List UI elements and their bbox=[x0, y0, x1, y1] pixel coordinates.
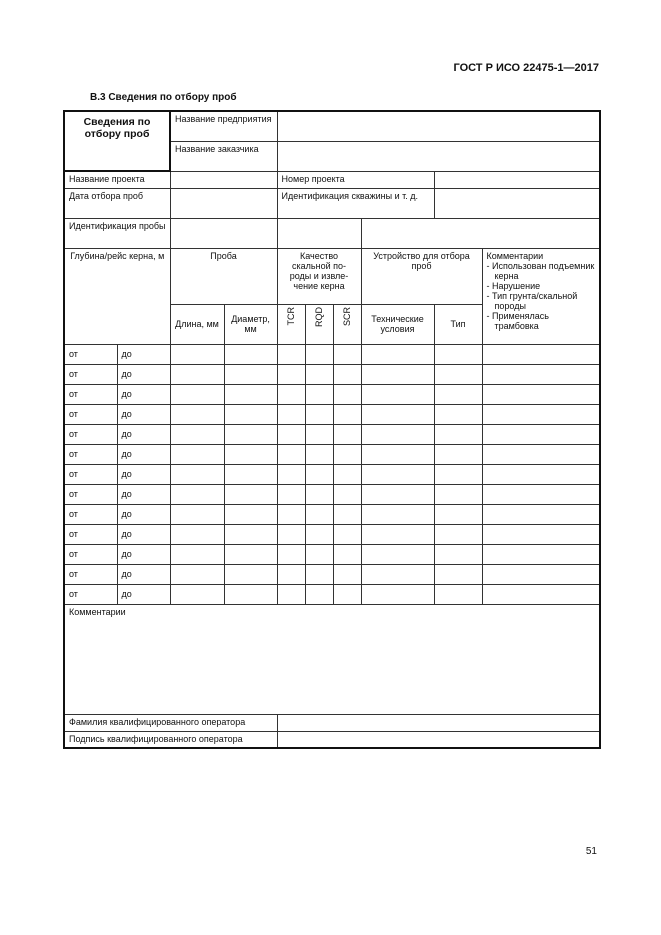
to-label: до bbox=[117, 384, 170, 404]
data-cell[interactable] bbox=[333, 344, 361, 364]
data-cell[interactable] bbox=[224, 444, 277, 464]
data-rows bbox=[64, 344, 600, 604]
comment-option: - Тип грунта/скальной породы bbox=[486, 290, 578, 311]
data-cell[interactable] bbox=[170, 484, 224, 504]
to-label: до bbox=[117, 524, 170, 544]
data-cell[interactable] bbox=[434, 424, 482, 444]
data-cell[interactable] bbox=[224, 344, 277, 364]
project-name-field[interactable] bbox=[170, 171, 277, 188]
data-cell[interactable] bbox=[224, 544, 277, 564]
client-name-field[interactable] bbox=[277, 141, 600, 171]
data-cell[interactable] bbox=[361, 404, 434, 424]
well-id-label: Идентификация скважины и т. д. bbox=[277, 188, 434, 218]
operator-name-field[interactable] bbox=[277, 714, 600, 731]
data-cell[interactable] bbox=[224, 564, 277, 584]
data-cell[interactable] bbox=[361, 544, 434, 564]
data-cell[interactable] bbox=[361, 424, 434, 444]
data-cell[interactable] bbox=[305, 364, 333, 384]
col-depth-header: Глубина/рейс керна, м bbox=[64, 248, 170, 344]
sub-type-header: Тип bbox=[434, 304, 482, 344]
data-cell[interactable] bbox=[277, 424, 305, 444]
to-label: до bbox=[117, 564, 170, 584]
table-row bbox=[64, 404, 600, 424]
data-cell[interactable] bbox=[277, 364, 305, 384]
data-cell[interactable] bbox=[277, 404, 305, 424]
table-row bbox=[64, 444, 600, 464]
data-cell[interactable] bbox=[224, 404, 277, 424]
data-cell[interactable] bbox=[333, 424, 361, 444]
data-cell[interactable] bbox=[482, 564, 600, 584]
project-number-field[interactable] bbox=[434, 171, 600, 188]
data-cell[interactable] bbox=[434, 364, 482, 384]
data-cell[interactable] bbox=[434, 484, 482, 504]
data-cell[interactable] bbox=[361, 584, 434, 604]
to-label: до bbox=[117, 544, 170, 564]
sample-id-field-2[interactable] bbox=[277, 218, 361, 248]
sub-tech-conditions-header: Технические условия bbox=[361, 304, 434, 344]
data-cell[interactable] bbox=[434, 344, 482, 364]
comments-label: Комментарии bbox=[69, 606, 126, 617]
data-cell[interactable] bbox=[482, 424, 600, 444]
data-cell[interactable] bbox=[277, 344, 305, 364]
data-cell[interactable] bbox=[482, 344, 600, 364]
from-label: от bbox=[64, 424, 117, 444]
project-name-label: Название проекта bbox=[64, 171, 170, 188]
comment-option: - Использован подъемник керна bbox=[486, 260, 595, 281]
sample-id-label: Идентификация пробы bbox=[64, 218, 170, 248]
to-label: до bbox=[117, 504, 170, 524]
sub-rqd-header: RQD bbox=[314, 306, 325, 327]
data-cell[interactable] bbox=[434, 384, 482, 404]
col-comments-title: Комментарии bbox=[486, 250, 544, 261]
data-cell[interactable] bbox=[305, 384, 333, 404]
from-label: от bbox=[64, 404, 117, 424]
sampling-date-field[interactable] bbox=[170, 188, 277, 218]
data-cell[interactable] bbox=[482, 444, 600, 464]
data-cell[interactable] bbox=[305, 424, 333, 444]
from-label: от bbox=[64, 464, 117, 484]
standard-code: ГОСТ Р ИСО 22475-1—2017 bbox=[453, 62, 599, 74]
to-label: до bbox=[117, 444, 170, 464]
data-cell[interactable] bbox=[333, 584, 361, 604]
data-cell[interactable] bbox=[170, 444, 224, 464]
table-row bbox=[64, 524, 600, 544]
sub-length-header: Длина, мм bbox=[170, 304, 224, 344]
data-cell[interactable] bbox=[170, 524, 224, 544]
data-cell[interactable] bbox=[277, 464, 305, 484]
data-cell[interactable] bbox=[170, 384, 224, 404]
comment-option: - Нарушение bbox=[486, 280, 541, 291]
from-label: от bbox=[64, 384, 117, 404]
data-cell[interactable] bbox=[361, 504, 434, 524]
sub-diameter-header: Диаметр, мм bbox=[224, 304, 277, 344]
from-label: от bbox=[64, 564, 117, 584]
data-cell[interactable] bbox=[277, 444, 305, 464]
sample-id-field-3[interactable] bbox=[361, 218, 600, 248]
from-label: от bbox=[64, 544, 117, 564]
col-comments-header bbox=[482, 248, 600, 344]
comment-options-list bbox=[487, 261, 596, 331]
data-cell[interactable] bbox=[305, 544, 333, 564]
table-row bbox=[64, 584, 600, 604]
data-cell[interactable] bbox=[305, 524, 333, 544]
table-row bbox=[64, 364, 600, 384]
from-label: от bbox=[64, 484, 117, 504]
data-cell[interactable] bbox=[305, 484, 333, 504]
data-cell[interactable] bbox=[434, 404, 482, 424]
well-id-field[interactable] bbox=[434, 188, 600, 218]
data-cell[interactable] bbox=[170, 424, 224, 444]
data-cell[interactable] bbox=[482, 504, 600, 524]
data-cell[interactable] bbox=[434, 544, 482, 564]
data-cell[interactable] bbox=[482, 464, 600, 484]
from-label: от bbox=[64, 504, 117, 524]
from-label: от bbox=[64, 444, 117, 464]
project-number-label: Номер проекта bbox=[277, 171, 434, 188]
page-number: 51 bbox=[585, 846, 597, 857]
data-cell[interactable] bbox=[434, 564, 482, 584]
data-cell[interactable] bbox=[170, 364, 224, 384]
table-row bbox=[64, 544, 600, 564]
data-cell[interactable] bbox=[224, 484, 277, 504]
data-cell[interactable] bbox=[333, 544, 361, 564]
enterprise-name-label: Название предприятия bbox=[170, 111, 277, 141]
table-row bbox=[64, 504, 600, 524]
data-cell[interactable] bbox=[482, 544, 600, 564]
sub-tcr-header: TCR bbox=[286, 306, 297, 325]
enterprise-name-field[interactable] bbox=[277, 111, 600, 141]
data-cell[interactable] bbox=[482, 384, 600, 404]
data-cell[interactable] bbox=[434, 464, 482, 484]
from-label: от bbox=[64, 344, 117, 364]
table-row bbox=[64, 424, 600, 444]
data-cell[interactable] bbox=[333, 484, 361, 504]
data-cell[interactable] bbox=[305, 584, 333, 604]
data-cell[interactable] bbox=[482, 524, 600, 544]
to-label: до bbox=[117, 364, 170, 384]
data-cell[interactable] bbox=[277, 564, 305, 584]
sampling-date-label: Дата отбора проб bbox=[64, 188, 170, 218]
data-cell[interactable] bbox=[224, 424, 277, 444]
sample-id-field[interactable] bbox=[170, 218, 277, 248]
data-cell[interactable] bbox=[333, 504, 361, 524]
data-cell[interactable] bbox=[361, 564, 434, 584]
data-cell[interactable] bbox=[361, 384, 434, 404]
data-cell[interactable] bbox=[305, 504, 333, 524]
col-quality-header: Качество скальной по-роды и извле-чение керна bbox=[277, 248, 361, 304]
data-cell[interactable] bbox=[170, 404, 224, 424]
data-cell[interactable] bbox=[277, 584, 305, 604]
data-cell[interactable] bbox=[482, 484, 600, 504]
data-cell[interactable] bbox=[224, 464, 277, 484]
operator-signature-field[interactable] bbox=[277, 731, 600, 748]
table-row bbox=[64, 384, 600, 404]
to-label: до bbox=[117, 424, 170, 444]
data-cell[interactable] bbox=[305, 564, 333, 584]
data-cell[interactable] bbox=[482, 404, 600, 424]
data-cell[interactable] bbox=[305, 404, 333, 424]
client-name-label: Название заказчика bbox=[170, 141, 277, 171]
data-cell[interactable] bbox=[224, 364, 277, 384]
data-cell[interactable] bbox=[434, 524, 482, 544]
data-cell[interactable] bbox=[170, 464, 224, 484]
table-row bbox=[64, 484, 600, 504]
data-cell[interactable] bbox=[170, 504, 224, 524]
data-cell[interactable] bbox=[277, 484, 305, 504]
data-cell[interactable] bbox=[361, 484, 434, 504]
data-cell[interactable] bbox=[305, 344, 333, 364]
data-cell[interactable] bbox=[333, 524, 361, 544]
to-label: до bbox=[117, 484, 170, 504]
from-label: от bbox=[64, 524, 117, 544]
data-cell[interactable] bbox=[170, 344, 224, 364]
data-cell[interactable] bbox=[333, 364, 361, 384]
data-cell[interactable] bbox=[277, 384, 305, 404]
data-cell[interactable] bbox=[333, 564, 361, 584]
from-label: от bbox=[64, 364, 117, 384]
sampling-form-table bbox=[63, 110, 601, 749]
to-label: до bbox=[117, 584, 170, 604]
data-cell[interactable] bbox=[277, 504, 305, 524]
data-cell[interactable] bbox=[224, 584, 277, 604]
to-label: до bbox=[117, 344, 170, 364]
to-label: до bbox=[117, 464, 170, 484]
table-row bbox=[64, 464, 600, 484]
data-cell[interactable] bbox=[224, 384, 277, 404]
data-cell[interactable] bbox=[434, 584, 482, 604]
data-cell[interactable] bbox=[170, 564, 224, 584]
data-cell[interactable] bbox=[333, 384, 361, 404]
sub-scr-header: SCR bbox=[342, 306, 353, 326]
from-label: от bbox=[64, 584, 117, 604]
comment-option: - Применялась трамбовка bbox=[486, 310, 549, 331]
data-cell[interactable] bbox=[224, 524, 277, 544]
data-cell[interactable] bbox=[361, 464, 434, 484]
data-cell[interactable] bbox=[277, 544, 305, 564]
data-cell[interactable] bbox=[333, 404, 361, 424]
table-row bbox=[64, 344, 600, 364]
data-cell[interactable] bbox=[482, 364, 600, 384]
data-cell[interactable] bbox=[434, 504, 482, 524]
col-sample-header: Проба bbox=[170, 248, 277, 304]
info-block-title: Сведения по отбору проб bbox=[64, 111, 170, 171]
data-cell[interactable] bbox=[361, 344, 434, 364]
operator-signature-label: Подпись квалифицированного оператора bbox=[64, 731, 277, 748]
data-cell[interactable] bbox=[170, 544, 224, 564]
table-row bbox=[64, 564, 600, 584]
data-cell[interactable] bbox=[305, 464, 333, 484]
data-cell[interactable] bbox=[170, 584, 224, 604]
to-label: до bbox=[117, 404, 170, 424]
data-cell[interactable] bbox=[224, 504, 277, 524]
data-cell[interactable] bbox=[361, 524, 434, 544]
comments-area[interactable] bbox=[64, 604, 600, 714]
data-cell[interactable] bbox=[333, 444, 361, 464]
col-device-header: Устройство для отбора проб bbox=[361, 248, 482, 304]
data-cell[interactable] bbox=[361, 444, 434, 464]
data-cell[interactable] bbox=[277, 524, 305, 544]
data-cell[interactable] bbox=[434, 444, 482, 464]
data-cell[interactable] bbox=[305, 444, 333, 464]
data-cell[interactable] bbox=[361, 364, 434, 384]
operator-name-label: Фамилия квалифицированного оператора bbox=[64, 714, 277, 731]
data-cell[interactable] bbox=[482, 584, 600, 604]
section-title: В.3 Сведения по отбору проб bbox=[90, 92, 237, 103]
data-cell[interactable] bbox=[333, 464, 361, 484]
